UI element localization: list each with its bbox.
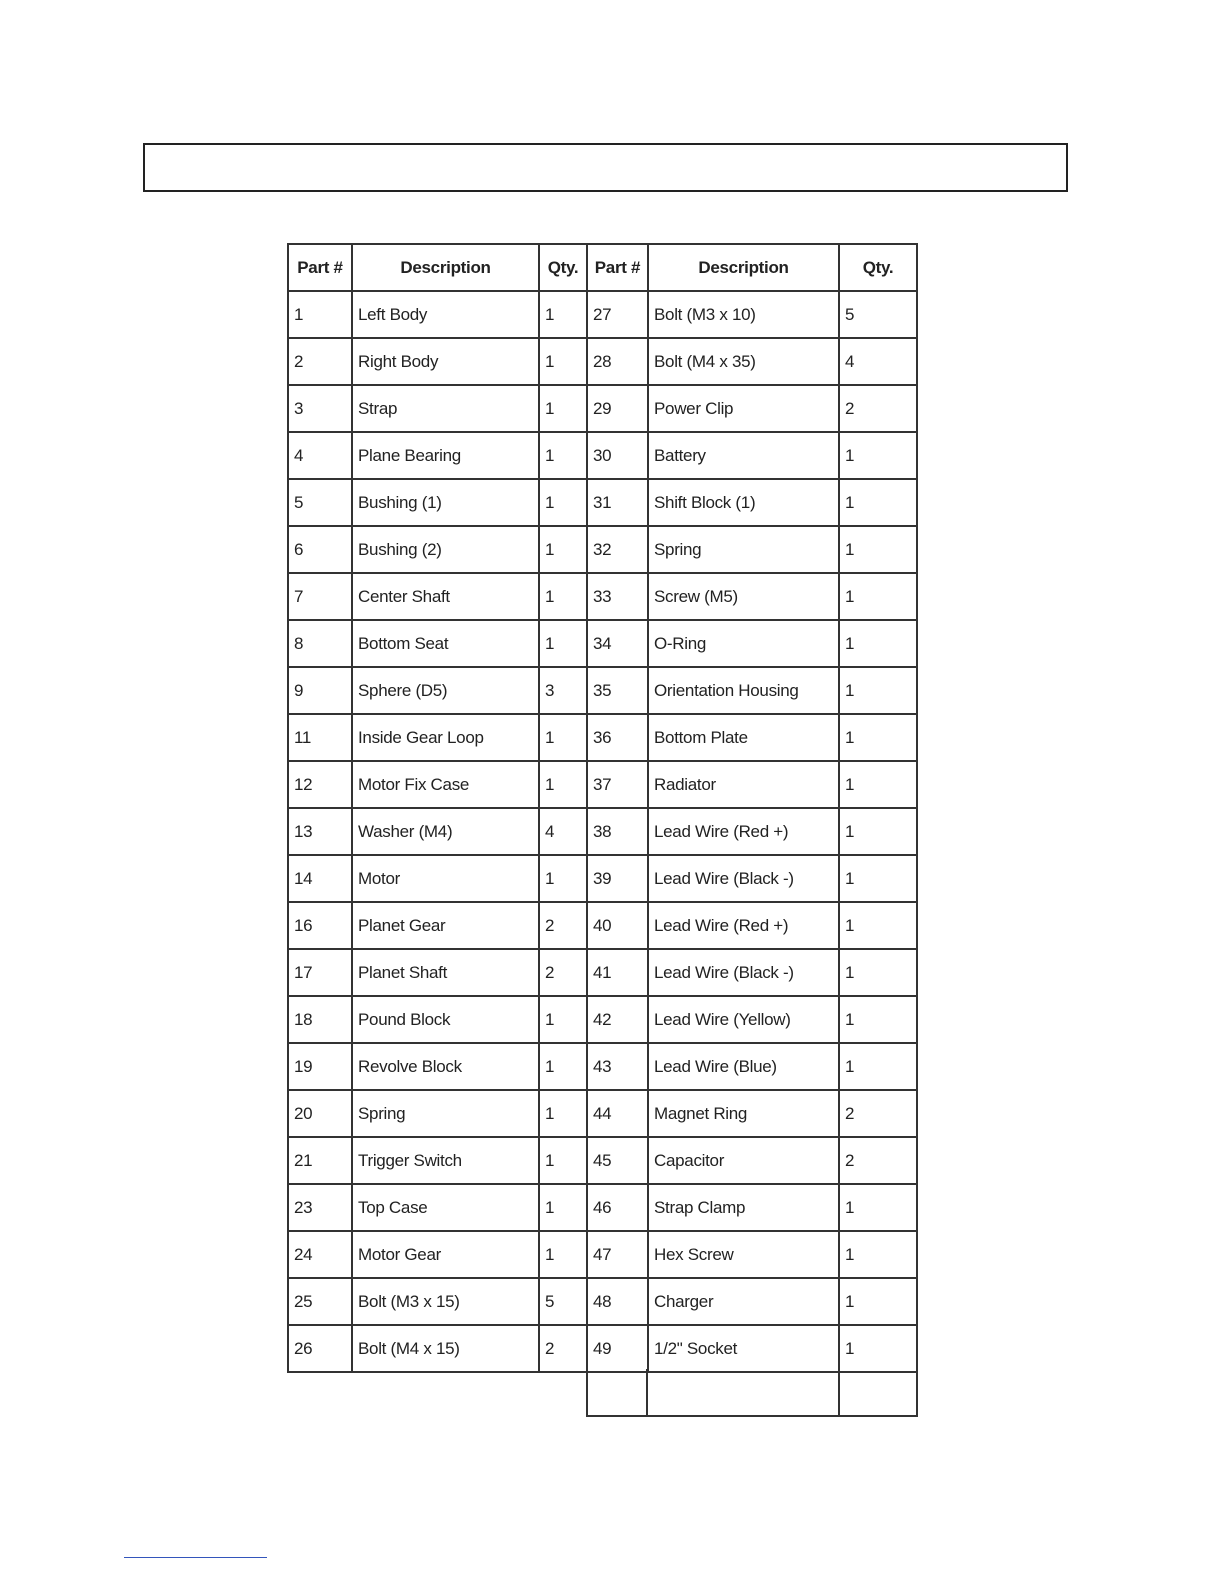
quantity-cell: 5 xyxy=(839,291,917,338)
table-row xyxy=(288,291,917,338)
quantity-cell: 1 xyxy=(839,432,917,479)
header-quantity: Qty. xyxy=(539,244,587,291)
part-number-cell: 47 xyxy=(587,1231,648,1278)
part-number-cell: 14 xyxy=(288,855,352,902)
description-cell: Motor Gear xyxy=(352,1231,539,1278)
table-row xyxy=(288,855,917,902)
table-row xyxy=(288,949,917,996)
part-number-cell: 23 xyxy=(288,1184,352,1231)
description-cell: Charger xyxy=(648,1278,839,1325)
header-part-number: Part # xyxy=(587,244,648,291)
part-number-cell: 26 xyxy=(288,1325,352,1372)
table-row xyxy=(288,1137,917,1184)
quantity-cell: 1 xyxy=(539,432,587,479)
table-row xyxy=(288,573,917,620)
part-number-cell: 4 xyxy=(288,432,352,479)
table-header-row xyxy=(288,244,917,291)
part-number-cell: 9 xyxy=(288,667,352,714)
part-number-cell: 46 xyxy=(587,1184,648,1231)
part-number-cell: 36 xyxy=(587,714,648,761)
empty-cell xyxy=(840,1369,918,1415)
quantity-cell: 1 xyxy=(839,996,917,1043)
header-quantity: Qty. xyxy=(839,244,917,291)
table-row xyxy=(288,667,917,714)
part-number-cell: 16 xyxy=(288,902,352,949)
quantity-cell: 1 xyxy=(839,620,917,667)
quantity-cell: 1 xyxy=(839,667,917,714)
description-cell: Lead Wire (Black -) xyxy=(648,855,839,902)
table-row xyxy=(288,808,917,855)
quantity-cell: 1 xyxy=(839,479,917,526)
description-cell: Motor Fix Case xyxy=(352,761,539,808)
part-number-cell: 11 xyxy=(288,714,352,761)
part-number-cell: 38 xyxy=(587,808,648,855)
part-number-cell: 49 xyxy=(587,1325,648,1372)
part-number-cell: 12 xyxy=(288,761,352,808)
description-cell: Pound Block xyxy=(352,996,539,1043)
part-number-cell: 2 xyxy=(288,338,352,385)
empty-table-row xyxy=(586,1369,918,1417)
quantity-cell: 1 xyxy=(539,1137,587,1184)
part-number-cell: 18 xyxy=(288,996,352,1043)
description-cell: Bolt (M4 x 15) xyxy=(352,1325,539,1372)
table-row xyxy=(288,1325,917,1372)
part-number-cell: 20 xyxy=(288,1090,352,1137)
part-number-cell: 30 xyxy=(587,432,648,479)
description-cell: Right Body xyxy=(352,338,539,385)
title-box xyxy=(143,143,1068,192)
table-row xyxy=(288,526,917,573)
header-description: Description xyxy=(648,244,839,291)
quantity-cell: 2 xyxy=(539,902,587,949)
quantity-cell: 3 xyxy=(539,667,587,714)
footnote-divider xyxy=(124,1557,267,1558)
quantity-cell: 1 xyxy=(539,573,587,620)
part-number-cell: 40 xyxy=(587,902,648,949)
description-cell: O-Ring xyxy=(648,620,839,667)
part-number-cell: 44 xyxy=(587,1090,648,1137)
description-cell: Battery xyxy=(648,432,839,479)
part-number-cell: 5 xyxy=(288,479,352,526)
description-cell: Bottom Seat xyxy=(352,620,539,667)
description-cell: Spring xyxy=(648,526,839,573)
table-row xyxy=(288,385,917,432)
table-row xyxy=(288,902,917,949)
table-row xyxy=(288,714,917,761)
quantity-cell: 2 xyxy=(839,1137,917,1184)
description-cell: Sphere (D5) xyxy=(352,667,539,714)
description-cell: Inside Gear Loop xyxy=(352,714,539,761)
quantity-cell: 1 xyxy=(539,385,587,432)
part-number-cell: 37 xyxy=(587,761,648,808)
part-number-cell: 19 xyxy=(288,1043,352,1090)
empty-cell xyxy=(588,1369,648,1415)
quantity-cell: 1 xyxy=(539,714,587,761)
part-number-cell: 33 xyxy=(587,573,648,620)
description-cell: Plane Bearing xyxy=(352,432,539,479)
quantity-cell: 4 xyxy=(839,338,917,385)
empty-cell xyxy=(648,1369,840,1415)
part-number-cell: 31 xyxy=(587,479,648,526)
description-cell: 1/2" Socket xyxy=(648,1325,839,1372)
quantity-cell: 1 xyxy=(539,855,587,902)
header-description: Description xyxy=(352,244,539,291)
quantity-cell: 1 xyxy=(839,573,917,620)
quantity-cell: 1 xyxy=(839,761,917,808)
quantity-cell: 1 xyxy=(839,1325,917,1372)
table-row xyxy=(288,1043,917,1090)
description-cell: Bushing (1) xyxy=(352,479,539,526)
table-row xyxy=(288,1231,917,1278)
description-cell: Lead Wire (Yellow) xyxy=(648,996,839,1043)
quantity-cell: 2 xyxy=(839,1090,917,1137)
description-cell: Revolve Block xyxy=(352,1043,539,1090)
part-number-cell: 6 xyxy=(288,526,352,573)
description-cell: Bushing (2) xyxy=(352,526,539,573)
quantity-cell: 1 xyxy=(539,1090,587,1137)
quantity-cell: 1 xyxy=(539,479,587,526)
description-cell: Washer (M4) xyxy=(352,808,539,855)
part-number-cell: 39 xyxy=(587,855,648,902)
quantity-cell: 1 xyxy=(839,1043,917,1090)
quantity-cell: 1 xyxy=(539,291,587,338)
table-row xyxy=(288,996,917,1043)
part-number-cell: 42 xyxy=(587,996,648,1043)
quantity-cell: 2 xyxy=(839,385,917,432)
description-cell: Shift Block (1) xyxy=(648,479,839,526)
table-row xyxy=(288,1278,917,1325)
part-number-cell: 28 xyxy=(587,338,648,385)
part-number-cell: 41 xyxy=(587,949,648,996)
quantity-cell: 1 xyxy=(839,526,917,573)
parts-table xyxy=(287,243,918,1373)
description-cell: Lead Wire (Black -) xyxy=(648,949,839,996)
quantity-cell: 1 xyxy=(539,338,587,385)
part-number-cell: 7 xyxy=(288,573,352,620)
description-cell: Planet Gear xyxy=(352,902,539,949)
parts-table-body xyxy=(288,291,917,1372)
description-cell: Bolt (M3 x 10) xyxy=(648,291,839,338)
part-number-cell: 8 xyxy=(288,620,352,667)
quantity-cell: 2 xyxy=(539,949,587,996)
quantity-cell: 1 xyxy=(839,808,917,855)
part-number-cell: 1 xyxy=(288,291,352,338)
part-number-cell: 27 xyxy=(587,291,648,338)
description-cell: Bottom Plate xyxy=(648,714,839,761)
quantity-cell: 2 xyxy=(539,1325,587,1372)
description-cell: Motor xyxy=(352,855,539,902)
description-cell: Strap xyxy=(352,385,539,432)
description-cell: Orientation Housing xyxy=(648,667,839,714)
table-row xyxy=(288,1184,917,1231)
table-row xyxy=(288,432,917,479)
part-number-cell: 21 xyxy=(288,1137,352,1184)
quantity-cell: 1 xyxy=(839,855,917,902)
description-cell: Lead Wire (Red +) xyxy=(648,808,839,855)
quantity-cell: 1 xyxy=(539,1231,587,1278)
description-cell: Strap Clamp xyxy=(648,1184,839,1231)
part-number-cell: 45 xyxy=(587,1137,648,1184)
table-row xyxy=(288,479,917,526)
quantity-cell: 1 xyxy=(539,996,587,1043)
quantity-cell: 1 xyxy=(839,949,917,996)
part-number-cell: 3 xyxy=(288,385,352,432)
description-cell: Center Shaft xyxy=(352,573,539,620)
quantity-cell: 4 xyxy=(539,808,587,855)
description-cell: Bolt (M3 x 15) xyxy=(352,1278,539,1325)
quantity-cell: 1 xyxy=(839,714,917,761)
description-cell: Hex Screw xyxy=(648,1231,839,1278)
description-cell: Power Clip xyxy=(648,385,839,432)
quantity-cell: 1 xyxy=(839,1184,917,1231)
description-cell: Trigger Switch xyxy=(352,1137,539,1184)
part-number-cell: 25 xyxy=(288,1278,352,1325)
part-number-cell: 34 xyxy=(587,620,648,667)
part-number-cell: 32 xyxy=(587,526,648,573)
description-cell: Radiator xyxy=(648,761,839,808)
description-cell: Planet Shaft xyxy=(352,949,539,996)
description-cell: Screw (M5) xyxy=(648,573,839,620)
quantity-cell: 1 xyxy=(839,1278,917,1325)
quantity-cell: 1 xyxy=(539,1043,587,1090)
table-row xyxy=(288,761,917,808)
description-cell: Magnet Ring xyxy=(648,1090,839,1137)
part-number-cell: 43 xyxy=(587,1043,648,1090)
description-cell: Capacitor xyxy=(648,1137,839,1184)
description-cell: Bolt (M4 x 35) xyxy=(648,338,839,385)
description-cell: Spring xyxy=(352,1090,539,1137)
quantity-cell: 1 xyxy=(539,761,587,808)
quantity-cell: 1 xyxy=(539,1184,587,1231)
description-cell: Top Case xyxy=(352,1184,539,1231)
part-number-cell: 24 xyxy=(288,1231,352,1278)
quantity-cell: 1 xyxy=(539,526,587,573)
description-cell: Left Body xyxy=(352,291,539,338)
part-number-cell: 29 xyxy=(587,385,648,432)
table-row xyxy=(288,1090,917,1137)
description-cell: Lead Wire (Red +) xyxy=(648,902,839,949)
part-number-cell: 35 xyxy=(587,667,648,714)
description-cell: Lead Wire (Blue) xyxy=(648,1043,839,1090)
table-row xyxy=(288,338,917,385)
quantity-cell: 1 xyxy=(839,902,917,949)
part-number-cell: 48 xyxy=(587,1278,648,1325)
quantity-cell: 1 xyxy=(539,620,587,667)
part-number-cell: 17 xyxy=(288,949,352,996)
part-number-cell: 13 xyxy=(288,808,352,855)
quantity-cell: 5 xyxy=(539,1278,587,1325)
header-part-number: Part # xyxy=(288,244,352,291)
table-row xyxy=(288,620,917,667)
quantity-cell: 1 xyxy=(839,1231,917,1278)
